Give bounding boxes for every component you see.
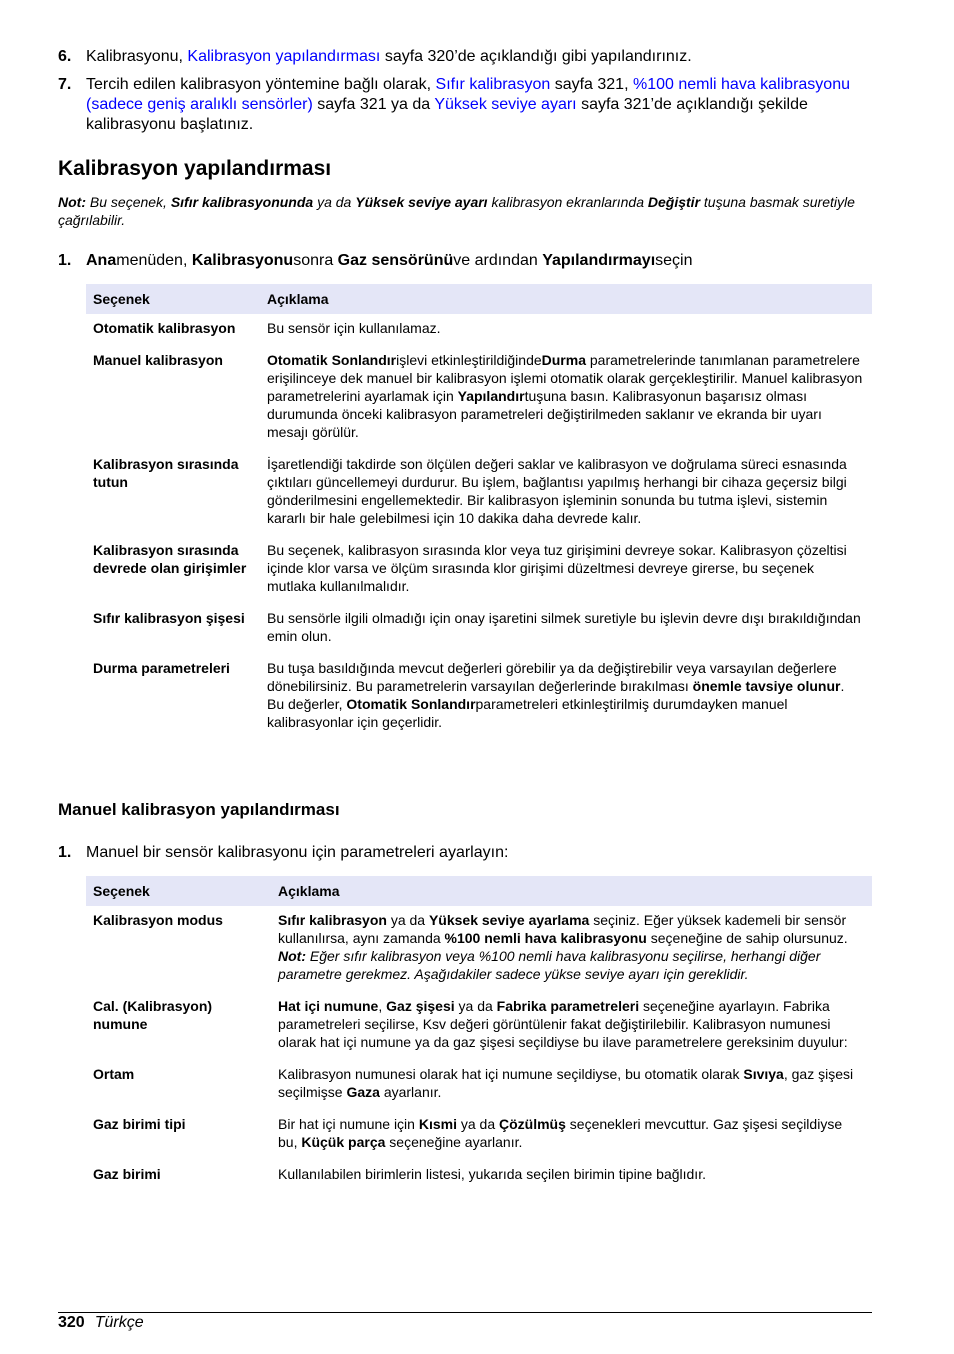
section2-step-1 — [58, 843, 872, 863]
table-row — [86, 1160, 872, 1192]
page-number: 320 — [58, 1314, 85, 1331]
option-description: Bu seçenek, kalibrasyon sırasında klor veya tuz girişimini devreye sokar. Kalibrasyon çözeltisi içinde klor varsa ve ölçüm sırasında klor girişimi düzeltmesi devreye girerse, bu seçenek mutlaka kullanılmalıdır. — [267, 542, 847, 594]
option-description: Bu tuşa basıldığında mevcut değerleri görebilir ya da değiştirebilir veya varsayılan değerlere dönebilirsiniz. Bu parametrelerin varsayılan değerlerinde bırakılması önemle tavsiye olunur. Bu değerler, Otomatik Sonlandırparametreleri etkinleştirilmiş durumdayken manuel kalibrasyonlar için geçerlidir. — [267, 660, 845, 730]
option-description: Kullanılabilen birimlerin listesi, yukarıda seçilen birimin tipine bağlıdır. — [278, 1166, 706, 1182]
step-text: sayfa 321, — [550, 76, 633, 93]
option-name: Kalibrasyon sırasında tutun — [93, 456, 239, 490]
column-header: Açıklama — [271, 876, 872, 906]
step-text: Kalibrasyonu, — [86, 48, 188, 65]
table-row — [86, 906, 872, 992]
table-row — [86, 346, 872, 450]
column-header: Açıklama — [260, 284, 872, 314]
option-name: Kalibrasyon sırasında devrede olan girişimler — [93, 542, 247, 576]
link-nemli-hava-kalibrasyonu[interactable]: %100 nemli hava kalibrasyonu (sadece geniş aralıklı sensörler) — [86, 76, 850, 113]
step-text: Manuel bir sensör kalibrasyonu için parametreleri ayarlayın: — [86, 844, 509, 861]
note-label: Not: — [58, 194, 86, 210]
link-kalibrasyon-yapilandirmasi[interactable]: Kalibrasyon yapılandırması — [187, 48, 381, 65]
row-note: Not: Eğer sıfır kalibrasyon veya %100 nemli hava kalibrasyonu seçilirse, herhangi diğer parametre gerekmez. Aşağıdakiler sadece yükse seviye ayarı için gereklidir. — [278, 948, 821, 982]
option-name: Gaz birimi — [93, 1166, 161, 1182]
table-row — [86, 654, 872, 740]
step-text: Tercih edilen kalibrasyon yöntemine bağlı olarak, — [86, 76, 436, 93]
options-table-1 — [86, 284, 872, 740]
option-description: Kalibrasyon numunesi olarak hat içi numune seçildiyse, bu otomatik olarak Sıvıya, gaz şişesi seçilmişse Gaza ayarlanır. — [278, 1066, 854, 1100]
option-description: İşaretlendiği takdirde son ölçülen değeri saklar ve kalibrasyon ve doğrulama süreci esnasında çıktıları güncellemeyi durdurur. Bu işlem, bağlantısı yapılmış herhangi bir cihaza geçersiz bilgi gönderilmesini engellemektedir. Bir kalibrasyon işleminin sonunda bu tutma işlevi, sistemin kararlı bir hale gelebilmesi için 10 dakika daha devrede kalır. — [267, 456, 847, 526]
note: Not: Bu seçenek, Sıfır kalibrasyonunda ya da Yüksek seviye ayarı kalibrasyon ekranlarında Değiştir tuşuna basmak suretiyle çağrılabilir. — [58, 194, 855, 228]
table-row — [86, 314, 872, 346]
step-text: sayfa 321’de açıklandığı şekilde kalibrasyonu başlatınız. — [86, 96, 808, 133]
option-name: Cal. (Kalibrasyon) numune — [93, 998, 213, 1032]
option-description: Bu sensör için kullanılamaz. — [267, 320, 441, 336]
option-name: Manuel kalibrasyon — [93, 352, 223, 368]
option-description: Sıfır kalibrasyon ya da Yüksek seviye ayarlama seçiniz. Eğer yüksek kademeli bir sensör kullanılırsa, aynı zamanda %100 nemli hava kalibrasyonu seçeneğine de sahip olursunuz. Not: Eğer sıfır kalibrasyon veya %100 nemli hava kalibrasyonu seçilirse, herhangi diğer parametre gerekmez. Aşağıdakiler sadece yükse seviye ayarı için gereklidir. — [278, 912, 848, 982]
step-number: 1. — [58, 252, 72, 269]
option-name: Gaz birimi tipi — [93, 1116, 186, 1132]
option-description: Hat içi numune, Gaz şişesi ya da Fabrika parametreleri seçeneğine ayarlayın. Fabrika parametreleri seçilirse, Ksv değeri görüntülenir fakat değiştirilebilir. Kalibrasyon numunesi olarak hat içi numune ya da gaz şişesi seçildiyse bu ilave parametrelere gereksinim duyulur: — [278, 998, 848, 1050]
footer-divider — [58, 1312, 872, 1313]
option-description: Bir hat içi numune için Kısmi ya da Çözülmüş seçenekleri mevcuttur. Gaz şişesi seçildiyse bu, Küçük parça seçeneğine ayarlanır. — [278, 1116, 843, 1150]
table-row — [86, 450, 872, 536]
step-text: sayfa 321 ya da — [312, 96, 435, 113]
option-description: Otomatik Sonlandırişlevi etkinleştirildiğindeDurma parametrelerinde tanımlanan parametrelere erişilinceye dek manuel bir kalibrasyon işlemi otomatik olarak gerçekleştirilir. Manuel kalibrasyon parametrelerini ayarlamak için Yapılandırtuşuna basın. Kalibrasyonun başarısız olması durumunda önceki kalibrasyon parametreleri değiştirilmeden saklanır ve ekranda bir uyarı mesajı görülür. — [267, 352, 863, 440]
section-title-kalibrasyon-yapilandirmasi: Kalibrasyon yapılandırması — [58, 157, 332, 180]
column-header: Seçenek — [86, 876, 271, 906]
link-yuksek-seviye-ayari[interactable]: Yüksek seviye ayarı — [434, 96, 577, 113]
column-header: Seçenek — [86, 284, 260, 314]
option-name: Kalibrasyon modus — [93, 912, 223, 928]
table-header-row — [86, 284, 872, 314]
step-number: 6. — [58, 48, 72, 65]
table-row — [86, 1110, 872, 1160]
table-row — [86, 536, 872, 604]
option-description: Bu sensörle ilgili olmadığı için onay işaretini silmek suretiyle bu işlevin devre dışı bırakıldığından emin olun. — [267, 610, 861, 644]
step-number: 7. — [58, 76, 72, 93]
step-text: sayfa 320’de açıklandığı gibi yapılandırınız. — [380, 48, 692, 65]
table-header-row — [86, 876, 872, 906]
step-7 — [58, 75, 872, 135]
table-row — [86, 1060, 872, 1110]
option-name: Ortam — [93, 1066, 135, 1082]
page-footer — [58, 1313, 144, 1333]
link-sifir-kalibrasyon[interactable]: Sıfır kalibrasyon — [435, 76, 551, 93]
step-number: 1. — [58, 844, 72, 861]
table-row — [86, 604, 872, 654]
options-table-2 — [86, 876, 872, 1192]
option-name: Sıfır kalibrasyon şişesi — [93, 610, 245, 626]
section1-step-1: 1. Anamenüden, Kalibrasyonusonra Gaz sensörünüve ardından Yapılandırmayıseçin — [58, 252, 693, 269]
option-name: Durma parametreleri — [93, 660, 230, 676]
section-title-manuel-kalibrasyon: Manuel kalibrasyon yapılandırması — [58, 800, 340, 819]
step-6 — [58, 47, 872, 67]
option-name: Otomatik kalibrasyon — [93, 320, 236, 336]
footer-language: Türkçe — [94, 1314, 144, 1331]
table-row — [86, 992, 872, 1060]
